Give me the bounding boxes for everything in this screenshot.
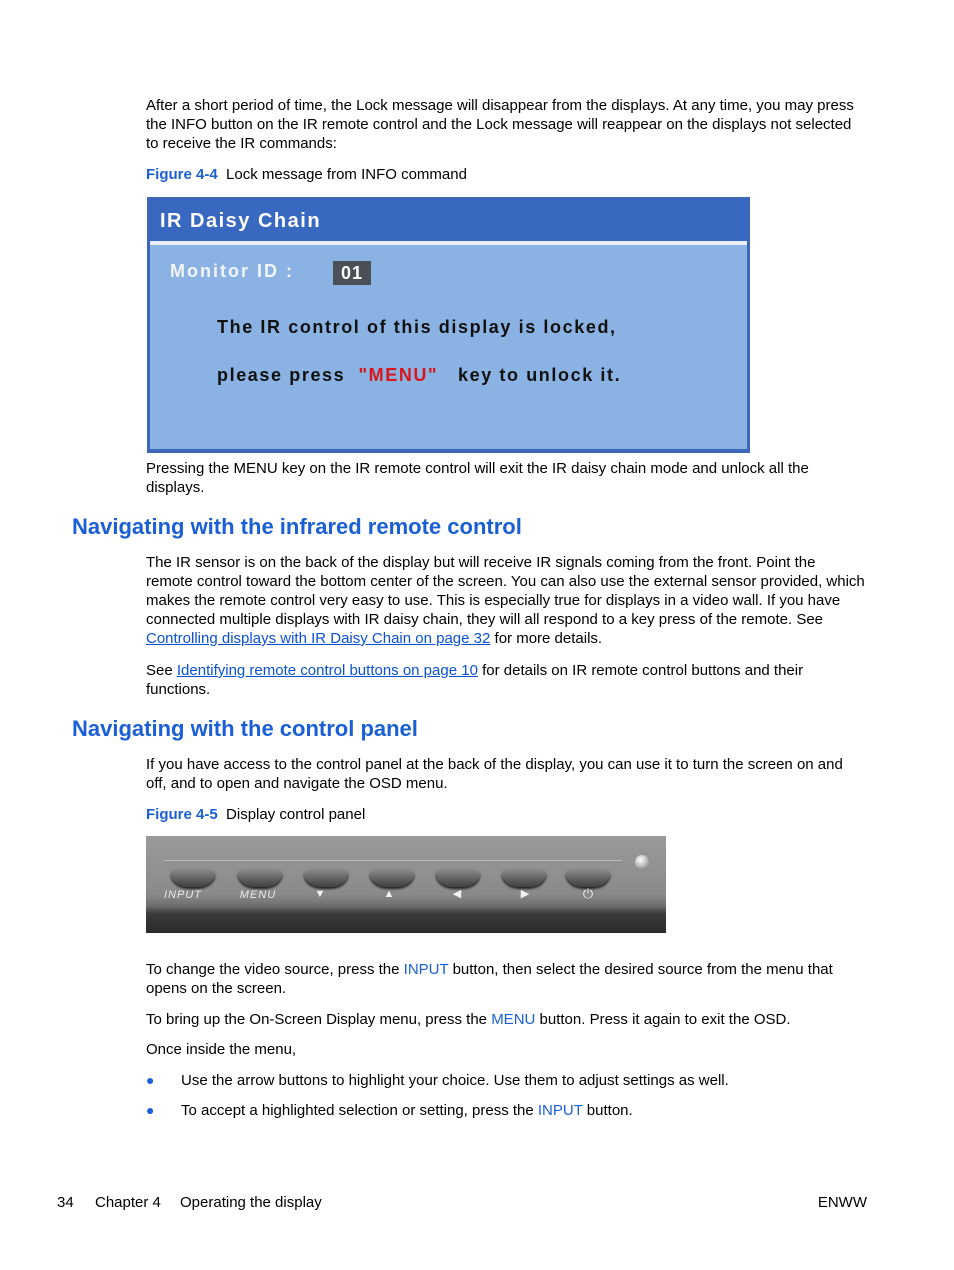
right-arrow-icon: ▶	[520, 888, 530, 900]
footer-doc-code: ENWW	[817, 1194, 867, 1211]
figure-label: Figure 4-4	[146, 166, 218, 183]
osd-title-divider	[150, 241, 747, 245]
panel-divider	[164, 860, 622, 861]
menu-button-label: MENU	[239, 889, 277, 901]
bullet2-key-term: INPUT	[537, 1102, 583, 1119]
left-arrow-icon: ◀	[452, 888, 462, 900]
menu-instruction-paragraph	[146, 1010, 866, 1029]
input-button	[171, 869, 215, 887]
link-remote-buttons[interactable]: Identifying remote control buttons on page 10	[176, 662, 478, 679]
menu-button	[238, 869, 282, 887]
input-button-label: INPUT	[164, 889, 202, 901]
power-button	[566, 869, 610, 887]
link-ir-daisy-chain[interactable]: Controlling displays with IR Daisy Chain on page 32	[146, 630, 491, 647]
power-led-indicator	[635, 855, 649, 869]
bullet2-after: button.	[586, 1102, 633, 1119]
menu-p-after: button. Press it again to exit the OSD.	[539, 1011, 791, 1028]
osd-line2-after: key to unlock it.	[457, 365, 622, 385]
once-inside-paragraph: Once inside the menu,	[146, 1041, 297, 1058]
osd-line2-before: please press	[217, 365, 346, 385]
bullet2-before: To accept a highlighted selection or setting, press the	[181, 1102, 534, 1119]
ir-paragraph-1	[146, 553, 866, 648]
footer-page-number: 34	[57, 1194, 74, 1211]
control-panel-figure	[146, 836, 666, 933]
osd-message-line-1: The IR control of this display is locked,	[217, 317, 617, 337]
input-instruction-paragraph	[146, 960, 866, 998]
figure-caption-text: Display control panel	[226, 806, 366, 823]
up-button	[370, 869, 414, 887]
figure-4-4-caption	[146, 165, 467, 184]
osd-message-line-2	[217, 366, 621, 385]
after-figure-paragraph: Pressing the MENU key on the IR remote control will exit the IR daisy chain mode and unlock all the displays.	[146, 460, 809, 496]
bullet-item-2	[181, 1101, 866, 1120]
osd-monitor-id-label: Monitor ID :	[170, 261, 294, 281]
figure-4-5-caption	[146, 805, 365, 824]
input-key-term: INPUT	[403, 961, 449, 978]
down-button	[304, 869, 348, 887]
menu-key-term: MENU	[491, 1011, 536, 1028]
intro-paragraph: After a short period of time, the Lock message will disappear from the displays. At any time, you may press the INFO button on the IR remote control and the Lock message will reappear on the displays not selected to receive the IR commands:	[146, 97, 854, 152]
ir-p2-after: for details on IR remote control buttons and their functions.	[146, 662, 804, 698]
ir-p1-after: for more details.	[494, 630, 603, 647]
osd-menu-key: "MENU"	[358, 365, 439, 385]
section-heading-ir-remote: Navigating with the infrared remote control	[72, 514, 522, 539]
down-arrow-icon: ▼	[314, 888, 326, 900]
menu-p-before: To bring up the On-Screen Display menu, press the	[146, 1011, 488, 1028]
section-heading-control-panel: Navigating with the control panel	[72, 716, 418, 741]
panel-paragraph-1: If you have access to the control panel at the back of the display, you can use it to turn the screen on and off, and to open and navigate the OSD menu.	[146, 756, 843, 792]
footer-chapter-title: Operating the display	[180, 1194, 322, 1211]
figure-label: Figure 4-5	[146, 806, 218, 823]
osd-title: IR Daisy Chain	[150, 200, 747, 241]
right-button	[502, 869, 546, 887]
up-arrow-icon: ▲	[383, 888, 395, 900]
input-p-after: button, then select the desired source from the menu that opens on the screen.	[146, 961, 833, 997]
power-icon: ⏻	[582, 886, 594, 901]
ir-p1-text: The IR sensor is on the back of the display but will receive IR signals coming from the front. Point the remote control toward the bottom center of the screen. You can also use the external sensor provided, which makes the remote control very easy to use. This is especially true for displays in a video wall. If you have connected multiple displays with IR daisy chain, they will all respond to a key press of the remote. See	[146, 554, 865, 628]
ir-paragraph-2	[146, 661, 866, 699]
bullet-item-1: Use the arrow buttons to highlight your choice. Use them to adjust settings as well.	[181, 1072, 729, 1089]
figure-caption-text: Lock message from INFO command	[226, 166, 467, 183]
osd-monitor-id-value: 01	[333, 261, 371, 285]
left-button	[436, 869, 480, 887]
input-p-before: To change the video source, press the	[146, 961, 400, 978]
footer-chapter: Chapter 4	[95, 1194, 161, 1211]
osd-lock-message-figure	[147, 197, 750, 453]
bullet-icon: ●	[146, 1102, 155, 1118]
bullet-icon: ●	[146, 1072, 155, 1088]
ir-p2-before: See	[146, 662, 173, 679]
